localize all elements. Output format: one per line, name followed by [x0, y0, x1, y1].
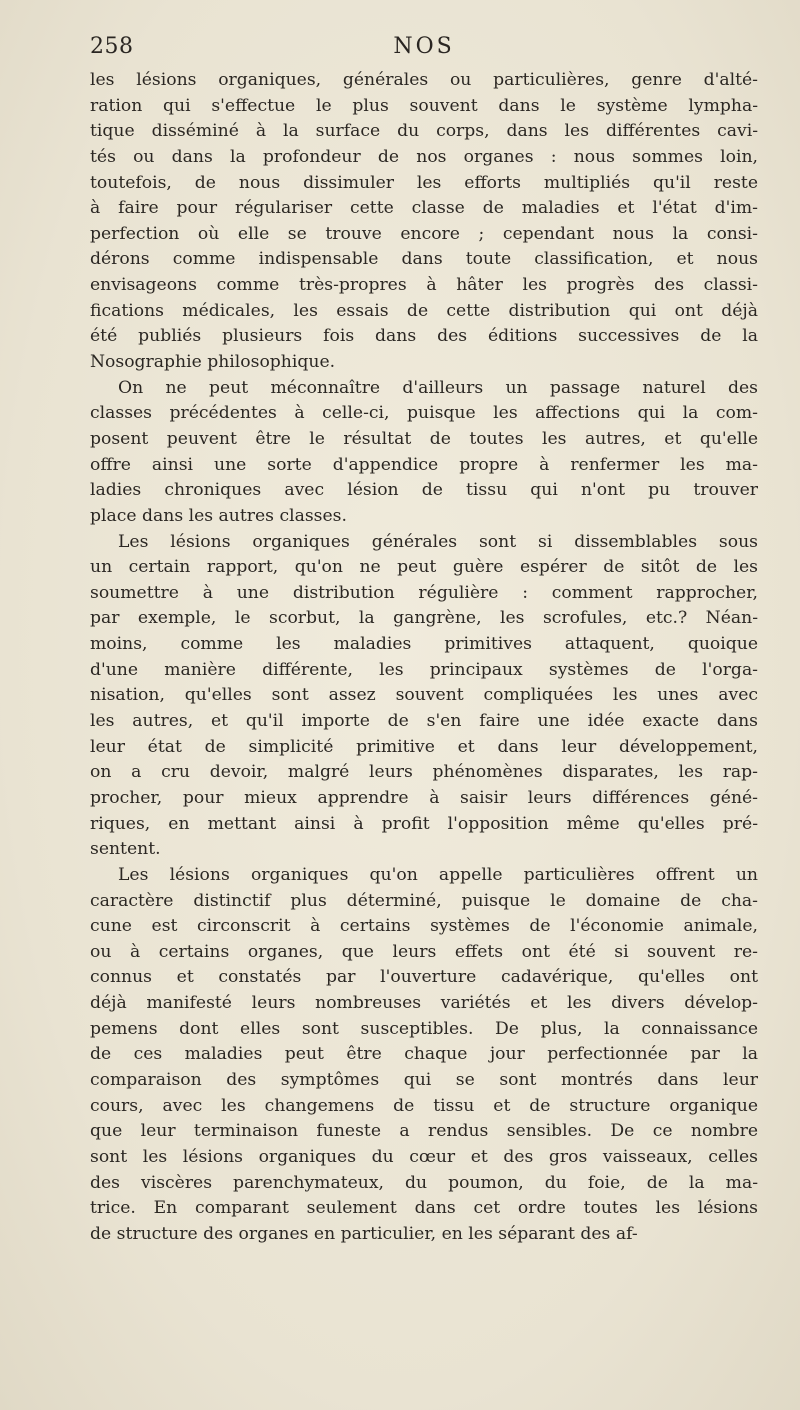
paragraph: [90, 68, 758, 376]
body-text: [90, 68, 758, 1247]
text-line: trice. En comparant seulement dans cet ordre toutes les lésions: [90, 1198, 758, 1219]
text-line: comparaison des symptômes qui se sont montrés dans leur: [90, 1069, 758, 1090]
text-line: fications médicales, les essais de cette distribution qui ont déjà: [90, 300, 758, 321]
text-line: sont les lésions organiques du cœur et des gros vaisseaux, celles: [90, 1146, 758, 1167]
text-line: caractère distinctif plus déterminé, puisque le domaine de cha-: [90, 890, 758, 911]
text-line: Les lésions organiques qu'on appelle particulières offrent un: [118, 864, 758, 885]
text-line: de structure des organes en particulier, en les séparant des af-: [90, 1223, 638, 1244]
paragraph: [90, 376, 758, 530]
paragraph: [90, 530, 758, 863]
text-line: leur état de simplicité primitive et dans leur développement,: [90, 736, 758, 757]
text-line: dérons comme indispensable dans toute classification, et nous: [90, 249, 758, 270]
text-line: riques, en mettant ainsi à profit l'opposition même qu'elles pré-: [90, 813, 758, 834]
text-line: moins, comme les maladies primitives attaquent, quoique: [90, 634, 758, 655]
text-line: perfection où elle se trouve encore ; cependant nous la consi-: [90, 223, 758, 244]
text-line: on a cru devoir, malgré leurs phénomènes disparates, les rap-: [90, 762, 758, 783]
text-line: Nosographie philosophique.: [90, 352, 336, 373]
text-line: posent peuvent être le résultat de toutes les autres, et qu'elle: [90, 428, 758, 449]
text-line: été publiés plusieurs fois dans des éditions successives de la: [90, 326, 758, 347]
text-line: On ne peut méconnaître d'ailleurs un passage naturel des: [118, 377, 758, 398]
text-line: procher, pour mieux apprendre à saisir leurs différences géné-: [90, 787, 758, 808]
text-line: offre ainsi une sorte d'appendice propre à renfermer les ma-: [90, 454, 758, 475]
text-line: sentent.: [90, 839, 161, 860]
paragraph: [90, 863, 758, 1248]
text-line: connus et constatés par l'ouverture cadavérique, qu'elles ont: [90, 967, 758, 988]
text-line: envisageons comme très-propres à hâter les progrès des classi-: [90, 275, 758, 296]
text-line: déjà manifesté leurs nombreuses variétés et les divers dévelop-: [90, 993, 758, 1014]
text-line: un certain rapport, qu'on ne peut guère espérer de sitôt de les: [90, 557, 758, 578]
text-line: toutefois, de nous dissimuler les efforts multipliés qu'il reste: [90, 172, 758, 193]
text-line: que leur terminaison funeste a rendus sensibles. De ce nombre: [90, 1121, 758, 1142]
text-line: tés ou dans la profondeur de nos organes : nous sommes loin,: [90, 146, 758, 167]
running-head: [90, 34, 758, 64]
text-line: ration qui s'effectue le plus souvent dans le système lympha-: [90, 95, 758, 116]
text-line: les autres, et qu'il importe de s'en faire une idée exacte dans: [90, 711, 758, 732]
text-line: de ces maladies peut être chaque jour perfectionnée par la: [90, 1044, 758, 1065]
running-title: NOS: [393, 34, 455, 59]
text-line: tique disséminé à la surface du corps, dans les différentes cavi-: [90, 121, 758, 142]
text-line: des viscères parenchymateux, du poumon, du foie, de la ma-: [90, 1172, 758, 1193]
text-line: Les lésions organiques générales sont si dissemblables sous: [118, 531, 758, 552]
text-line: place dans les autres classes.: [90, 505, 347, 526]
text-line: nisation, qu'elles sont assez souvent compliquées les unes avec: [90, 685, 758, 706]
text-line: soumettre à une distribution régulière : comment rapprocher,: [90, 582, 758, 603]
text-line: ladies chroniques avec lésion de tissu qui n'ont pu trouver: [90, 480, 758, 501]
text-line: les lésions organiques, générales ou particulières, genre d'alté-: [90, 70, 758, 90]
page-number: 258: [90, 34, 134, 59]
text-line: cune est circonscrit à certains systèmes de l'économie animale,: [90, 916, 758, 937]
text-line: par exemple, le scorbut, la gangrène, les scrofules, etc.? Néan-: [90, 608, 758, 629]
text-line: pemens dont elles sont susceptibles. De plus, la connaissance: [90, 1018, 758, 1039]
text-line: classes précédentes à celle-ci, puisque les affections qui la com-: [90, 403, 758, 424]
text-line: ou à certains organes, que leurs effets ont été si souvent re-: [90, 941, 758, 962]
text-line: cours, avec les changemens de tissu et de structure organique: [90, 1095, 758, 1116]
text-line: à faire pour régulariser cette classe de maladies et l'état d'im-: [90, 198, 758, 219]
text-line: d'une manière différente, les principaux systèmes de l'orga-: [90, 659, 758, 680]
